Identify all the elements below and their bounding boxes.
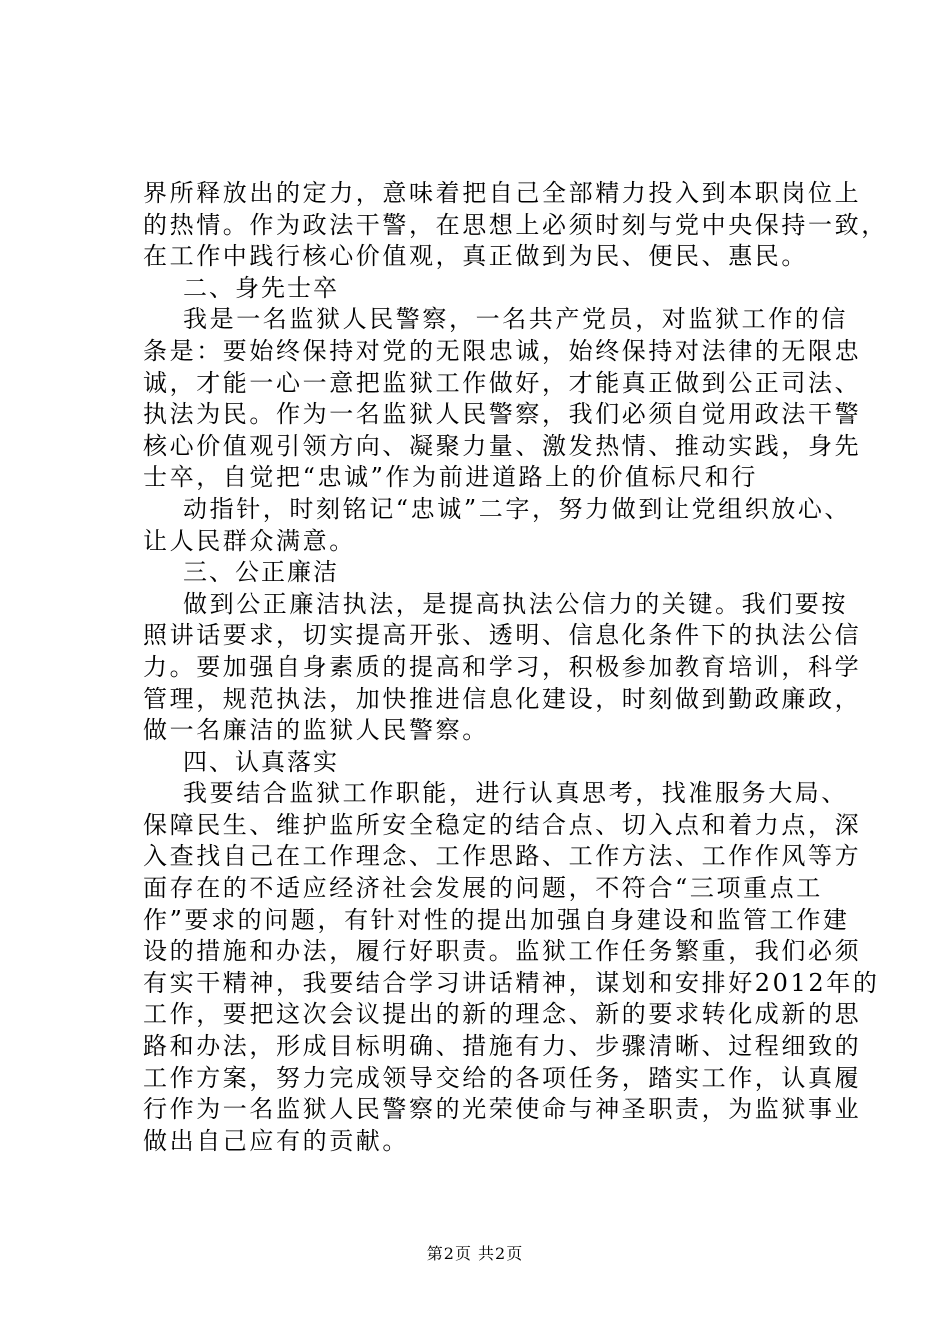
text-line: 力。要加强自身素质的提高和学习，积极参加教育培训，科学 [143, 652, 862, 681]
section-heading: 二、身先士卒 [183, 273, 339, 302]
text-line: 路和办法，形成目标明确、措施有力、步骤清晰、过程细致的 [143, 1032, 862, 1061]
text-line: 让人民群众满意。 [143, 526, 356, 555]
text-line: 核心价值观引领方向、凝聚力量、激发热情、推动实践，身先 [143, 431, 862, 460]
text-line: 管理，规范执法，加快推进信息化建设，时刻做到勤政廉政， [143, 684, 862, 713]
text-line: 照讲话要求，切实提高开张、透明、信息化条件下的执法公信 [143, 621, 862, 650]
document-body [143, 178, 888, 1157]
text-line: 我要结合监狱工作职能，进行认真思考，找准服务大局、 [183, 779, 848, 808]
text-line: 行作为一名监狱人民警察的光荣使命与神圣职责，为监狱事业 [143, 1095, 862, 1124]
text-line: 作”要求的问题，有针对性的提出加强自身建设和监管工作建 [143, 905, 850, 934]
text-line: 条是：要始终保持对党的无限忠诚，始终保持对法律的无限忠 [143, 336, 862, 365]
text-line: 工作，要把这次会议提出的新的理念、新的要求转化成新的思 [143, 1000, 862, 1029]
text-line: 面存在的不适应经济社会发展的问题，不符合“三项重点工 [143, 874, 823, 903]
page-number-footer: 第2页 共2页 [426, 1244, 524, 1263]
text-line: 执法为民。作为一名监狱人民警察，我们必须自觉用政法干警 [143, 400, 862, 429]
text-line: 士卒，自觉把“忠诚”作为前进道路上的价值标尺和行 [143, 463, 758, 492]
text-line: 有实干精神，我要结合学习讲话精神，谋划和安排好2012年的 [143, 968, 880, 997]
text-line: 在工作中践行核心价值观，真正做到为民、便民、惠民。 [143, 242, 808, 271]
text-line: 入查找自己在工作理念、工作思路、工作方法、工作作风等方 [143, 842, 862, 871]
text-line: 做到公正廉洁执法，是提高执法公信力的关键。我们要按 [183, 589, 848, 618]
text-line: 做出自己应有的贡献。 [143, 1126, 409, 1155]
text-line: 诚，才能一心一意把监狱工作做好，才能真正做到公正司法、 [143, 368, 862, 397]
text-line: 的热情。作为政法干警，在思想上必须时刻与党中央保持一致， [143, 210, 888, 239]
text-line: 做一名廉洁的监狱人民警察。 [143, 716, 489, 745]
text-line: 设的措施和办法，履行好职责。监狱工作任务繁重，我们必须 [143, 937, 862, 966]
text-line: 界所释放出的定力，意味着把自己全部精力投入到本职岗位上 [143, 179, 862, 207]
text-line: 工作方案，努力完成领导交给的各项任务，踏实工作，认真履 [143, 1063, 862, 1092]
text-line: 我是一名监狱人民警察，一名共产党员，对监狱工作的信 [183, 305, 848, 334]
section-heading: 四、认真落实 [183, 747, 339, 776]
text-line: 保障民生、维护监所安全稳定的结合点、切入点和着力点，深 [143, 810, 862, 839]
text-line: 动指针，时刻铭记“忠诚”二字，努力做到让党组织放心、 [183, 494, 852, 523]
section-heading: 三、公正廉洁 [183, 558, 339, 587]
